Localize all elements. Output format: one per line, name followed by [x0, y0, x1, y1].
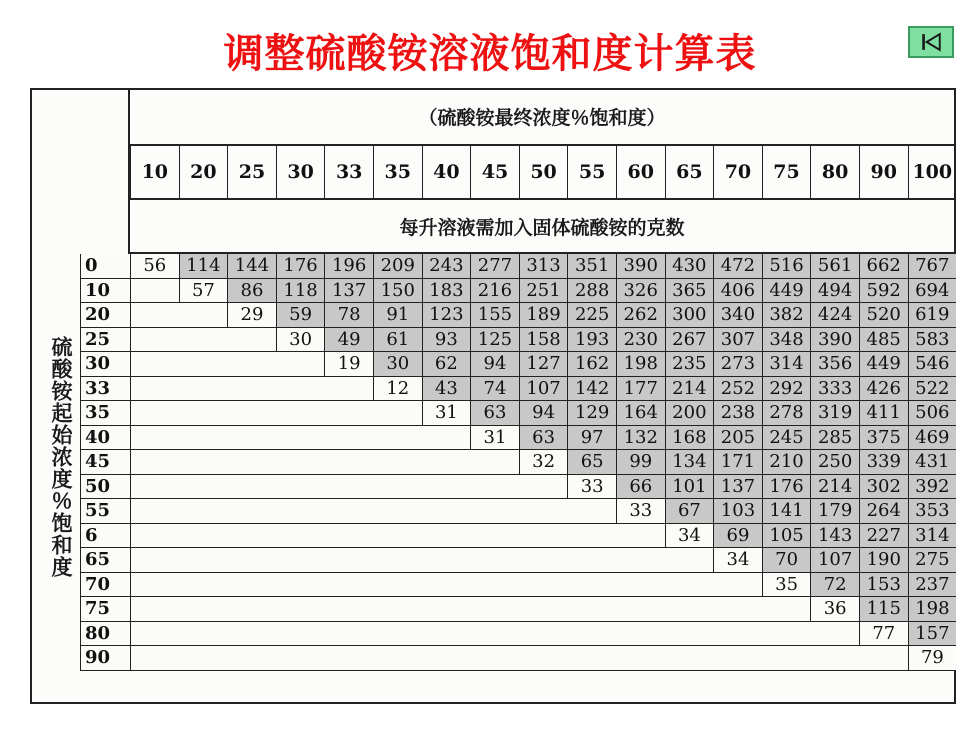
- grams-value-cell: 35: [762, 573, 811, 598]
- grams-value-cell: 245: [762, 426, 811, 451]
- table-row: [80, 377, 956, 402]
- grams-value-cell: 264: [859, 499, 908, 524]
- start-concentration-cell: 90: [80, 646, 130, 671]
- grams-per-liter-caption: 每升溶液需加入固体硫酸铵的克数: [130, 198, 954, 254]
- final-header-cell: 10: [130, 146, 179, 198]
- final-header-cell: 35: [373, 146, 422, 198]
- start-concentration-cell: 0: [80, 254, 130, 279]
- grams-value-cell: 29: [227, 303, 276, 328]
- grams-value-cell: 227: [859, 524, 908, 549]
- grams-value-cell: 333: [810, 377, 859, 402]
- table-row: [80, 401, 956, 426]
- grams-value-cell: 61: [373, 328, 422, 353]
- grams-value-cell: 171: [713, 450, 762, 475]
- final-concentration-caption: （硫酸铵最终浓度％饱和度）: [130, 90, 954, 146]
- grams-value-cell: 143: [810, 524, 859, 549]
- start-concentration-cell: 80: [80, 622, 130, 647]
- grams-value-cell: 107: [519, 377, 568, 402]
- grams-value-cell: 129: [567, 401, 616, 426]
- start-concentration-cell: 75: [80, 597, 130, 622]
- grams-value-cell: 190: [859, 548, 908, 573]
- final-header-cell: 20: [179, 146, 228, 198]
- grams-value-cell: 49: [324, 328, 373, 353]
- start-concentration-cell: 65: [80, 548, 130, 573]
- grams-value-cell: 93: [422, 328, 471, 353]
- start-concentration-cell: 45: [80, 450, 130, 475]
- empty-span: [130, 279, 179, 304]
- final-concentration-header-row: [130, 146, 956, 198]
- grams-value-cell: 209: [373, 254, 422, 279]
- grams-value-cell: 583: [908, 328, 957, 353]
- grams-value-cell: 19: [324, 352, 373, 377]
- grams-value-cell: 292: [762, 377, 811, 402]
- grams-value-cell: 97: [567, 426, 616, 451]
- grams-value-cell: 348: [762, 328, 811, 353]
- grams-value-cell: 94: [470, 352, 519, 377]
- grams-value-cell: 237: [908, 573, 957, 598]
- empty-span: [130, 548, 713, 573]
- grams-value-cell: 198: [616, 352, 665, 377]
- grams-value-cell: 33: [567, 475, 616, 500]
- grams-value-cell: 302: [859, 475, 908, 500]
- grams-value-cell: 382: [762, 303, 811, 328]
- empty-span: [130, 426, 470, 451]
- grams-value-cell: 125: [470, 328, 519, 353]
- empty-span: [130, 622, 859, 647]
- final-header-cell: 65: [665, 146, 714, 198]
- grams-value-cell: 77: [859, 622, 908, 647]
- grams-value-cell: 57: [179, 279, 228, 304]
- grams-value-cell: 32: [519, 450, 568, 475]
- grams-value-cell: 662: [859, 254, 908, 279]
- grams-value-cell: 177: [616, 377, 665, 402]
- grams-value-cell: 251: [519, 279, 568, 304]
- grams-value-cell: 472: [713, 254, 762, 279]
- table-row: [80, 573, 956, 598]
- grams-value-cell: 103: [713, 499, 762, 524]
- grams-value-cell: 31: [470, 426, 519, 451]
- grams-value-cell: 91: [373, 303, 422, 328]
- grams-value-cell: 210: [762, 450, 811, 475]
- grams-value-cell: 79: [908, 646, 957, 671]
- final-header-cell: 50: [519, 146, 568, 198]
- grams-value-cell: 66: [616, 475, 665, 500]
- grams-value-cell: 365: [665, 279, 714, 304]
- grams-value-cell: 275: [908, 548, 957, 573]
- grams-value-cell: 74: [470, 377, 519, 402]
- grams-value-cell: 319: [810, 401, 859, 426]
- grams-value-cell: 99: [616, 450, 665, 475]
- final-header-cell: 55: [567, 146, 616, 198]
- start-concentration-cell: 70: [80, 573, 130, 598]
- start-concentration-cell: 50: [80, 475, 130, 500]
- table-row: [80, 328, 956, 353]
- start-concentration-cell: 10: [80, 279, 130, 304]
- grams-value-cell: 694: [908, 279, 957, 304]
- start-concentration-cell: 35: [80, 401, 130, 426]
- grams-value-cell: 214: [810, 475, 859, 500]
- final-header-cell: 45: [470, 146, 519, 198]
- grams-value-cell: 101: [665, 475, 714, 500]
- grams-value-cell: 34: [713, 548, 762, 573]
- final-header-cell: 30: [276, 146, 325, 198]
- grams-value-cell: 767: [908, 254, 957, 279]
- final-header-cell: 33: [324, 146, 373, 198]
- grams-value-cell: 105: [762, 524, 811, 549]
- empty-span: [130, 401, 422, 426]
- grams-value-cell: 307: [713, 328, 762, 353]
- empty-span: [130, 303, 227, 328]
- grams-value-cell: 520: [859, 303, 908, 328]
- grams-value-cell: 313: [519, 254, 568, 279]
- empty-span: [130, 597, 810, 622]
- first-slide-button[interactable]: [908, 26, 954, 58]
- grams-value-cell: 157: [908, 622, 957, 647]
- table-row: [80, 524, 956, 549]
- grams-value-cell: 288: [567, 279, 616, 304]
- grams-value-cell: 267: [665, 328, 714, 353]
- grams-value-cell: 33: [616, 499, 665, 524]
- start-concentration-cell: 25: [80, 328, 130, 353]
- grams-value-cell: 351: [567, 254, 616, 279]
- grams-value-cell: 155: [470, 303, 519, 328]
- saturation-table: [30, 88, 956, 704]
- table-row: [80, 499, 956, 524]
- grams-value-cell: 235: [665, 352, 714, 377]
- page-title: 调整硫酸铵溶液饱和度计算表: [223, 30, 757, 77]
- grams-value-cell: 243: [422, 254, 471, 279]
- table-row: [80, 426, 956, 451]
- empty-span: [130, 646, 908, 671]
- table-row: [80, 450, 956, 475]
- grams-value-cell: 67: [665, 499, 714, 524]
- grams-value-cell: 619: [908, 303, 957, 328]
- empty-span: [130, 377, 373, 402]
- grams-value-cell: 411: [859, 401, 908, 426]
- grams-value-cell: 137: [713, 475, 762, 500]
- grams-value-cell: 225: [567, 303, 616, 328]
- final-header-cell: 40: [422, 146, 471, 198]
- table-row: [80, 352, 956, 377]
- table-row: [80, 646, 956, 671]
- grams-value-cell: 250: [810, 450, 859, 475]
- grams-value-cell: 314: [908, 524, 957, 549]
- grams-value-cell: 30: [373, 352, 422, 377]
- corner-cell: [32, 90, 130, 254]
- grams-value-cell: 522: [908, 377, 957, 402]
- grams-value-cell: 36: [810, 597, 859, 622]
- grams-value-cell: 150: [373, 279, 422, 304]
- table-row: [80, 475, 956, 500]
- table-row: [80, 279, 956, 304]
- grams-value-cell: 406: [713, 279, 762, 304]
- grams-value-cell: 353: [908, 499, 957, 524]
- start-concentration-cell: 6: [80, 524, 130, 549]
- grams-value-cell: 179: [810, 499, 859, 524]
- grams-value-cell: 118: [276, 279, 325, 304]
- grams-value-cell: 485: [859, 328, 908, 353]
- final-header-cell: 100: [908, 146, 957, 198]
- grams-value-cell: 375: [859, 426, 908, 451]
- empty-span: [130, 450, 519, 475]
- table-row: [80, 254, 956, 279]
- grams-value-cell: 216: [470, 279, 519, 304]
- final-header-cell: 90: [859, 146, 908, 198]
- grams-value-cell: 86: [227, 279, 276, 304]
- start-concentration-cell: 55: [80, 499, 130, 524]
- grams-value-cell: 63: [470, 401, 519, 426]
- grams-value-cell: 144: [227, 254, 276, 279]
- empty-span: [130, 328, 276, 353]
- skip-to-start-icon: [910, 28, 952, 56]
- grams-value-cell: 340: [713, 303, 762, 328]
- grams-value-cell: 176: [762, 475, 811, 500]
- grams-value-cell: 115: [859, 597, 908, 622]
- start-concentration-cell: 40: [80, 426, 130, 451]
- grams-value-cell: 262: [616, 303, 665, 328]
- grams-value-cell: 63: [519, 426, 568, 451]
- grams-value-cell: 176: [276, 254, 325, 279]
- grams-value-cell: 494: [810, 279, 859, 304]
- grams-value-cell: 12: [373, 377, 422, 402]
- grams-value-cell: 193: [567, 328, 616, 353]
- empty-span: [130, 499, 616, 524]
- grams-value-cell: 78: [324, 303, 373, 328]
- grams-value-cell: 198: [908, 597, 957, 622]
- grams-value-cell: 59: [276, 303, 325, 328]
- table-row: [80, 597, 956, 622]
- grams-value-cell: 123: [422, 303, 471, 328]
- grams-value-cell: 277: [470, 254, 519, 279]
- grams-value-cell: 189: [519, 303, 568, 328]
- grams-value-cell: 164: [616, 401, 665, 426]
- table-row: [80, 548, 956, 573]
- grams-value-cell: 141: [762, 499, 811, 524]
- grams-value-cell: 273: [713, 352, 762, 377]
- grams-value-cell: 339: [859, 450, 908, 475]
- grams-value-cell: 196: [324, 254, 373, 279]
- final-header-cell: 60: [616, 146, 665, 198]
- grams-value-cell: 356: [810, 352, 859, 377]
- grams-value-cell: 127: [519, 352, 568, 377]
- grams-value-cell: 252: [713, 377, 762, 402]
- grams-value-cell: 153: [859, 573, 908, 598]
- grams-value-cell: 43: [422, 377, 471, 402]
- grams-value-cell: 300: [665, 303, 714, 328]
- grams-value-cell: 449: [859, 352, 908, 377]
- grams-value-cell: 392: [908, 475, 957, 500]
- final-header-cell: 80: [810, 146, 859, 198]
- grams-value-cell: 214: [665, 377, 714, 402]
- grams-value-cell: 516: [762, 254, 811, 279]
- grams-value-cell: 592: [859, 279, 908, 304]
- final-header-cell: 70: [713, 146, 762, 198]
- final-header-cell: 25: [227, 146, 276, 198]
- final-header-cell: 75: [762, 146, 811, 198]
- grams-value-cell: 107: [810, 548, 859, 573]
- grams-value-cell: 326: [616, 279, 665, 304]
- grams-value-cell: 424: [810, 303, 859, 328]
- grams-value-cell: 168: [665, 426, 714, 451]
- grams-value-cell: 162: [567, 352, 616, 377]
- grams-value-cell: 230: [616, 328, 665, 353]
- empty-span: [130, 524, 665, 549]
- empty-span: [130, 573, 762, 598]
- grams-value-cell: 56: [130, 254, 179, 279]
- table-body: [80, 254, 956, 671]
- grams-value-cell: 431: [908, 450, 957, 475]
- grams-value-cell: 134: [665, 450, 714, 475]
- grams-value-cell: 200: [665, 401, 714, 426]
- grams-value-cell: 506: [908, 401, 957, 426]
- grams-value-cell: 238: [713, 401, 762, 426]
- grams-value-cell: 430: [665, 254, 714, 279]
- grams-value-cell: 449: [762, 279, 811, 304]
- empty-span: [130, 475, 567, 500]
- table-row: [80, 303, 956, 328]
- grams-value-cell: 183: [422, 279, 471, 304]
- start-concentration-cell: 30: [80, 352, 130, 377]
- start-concentration-cell: 33: [80, 377, 130, 402]
- grams-value-cell: 142: [567, 377, 616, 402]
- grams-value-cell: 72: [810, 573, 859, 598]
- grams-value-cell: 31: [422, 401, 471, 426]
- grams-value-cell: 137: [324, 279, 373, 304]
- grams-value-cell: 69: [713, 524, 762, 549]
- start-concentration-cell: 20: [80, 303, 130, 328]
- grams-value-cell: 114: [179, 254, 228, 279]
- grams-value-cell: 205: [713, 426, 762, 451]
- grams-value-cell: 426: [859, 377, 908, 402]
- grams-value-cell: 65: [567, 450, 616, 475]
- grams-value-cell: 469: [908, 426, 957, 451]
- initial-concentration-axis-label: 硫酸铵起始浓度％饱和度: [49, 336, 74, 578]
- grams-value-cell: 546: [908, 352, 957, 377]
- grams-value-cell: 158: [519, 328, 568, 353]
- grams-value-cell: 34: [665, 524, 714, 549]
- grams-value-cell: 561: [810, 254, 859, 279]
- grams-value-cell: 278: [762, 401, 811, 426]
- grams-value-cell: 132: [616, 426, 665, 451]
- grams-value-cell: 390: [810, 328, 859, 353]
- grams-value-cell: 62: [422, 352, 471, 377]
- grams-value-cell: 30: [276, 328, 325, 353]
- grams-value-cell: 314: [762, 352, 811, 377]
- table-row: [80, 622, 956, 647]
- grams-value-cell: 285: [810, 426, 859, 451]
- grams-value-cell: 70: [762, 548, 811, 573]
- empty-span: [130, 352, 324, 377]
- grams-value-cell: 390: [616, 254, 665, 279]
- grams-value-cell: 94: [519, 401, 568, 426]
